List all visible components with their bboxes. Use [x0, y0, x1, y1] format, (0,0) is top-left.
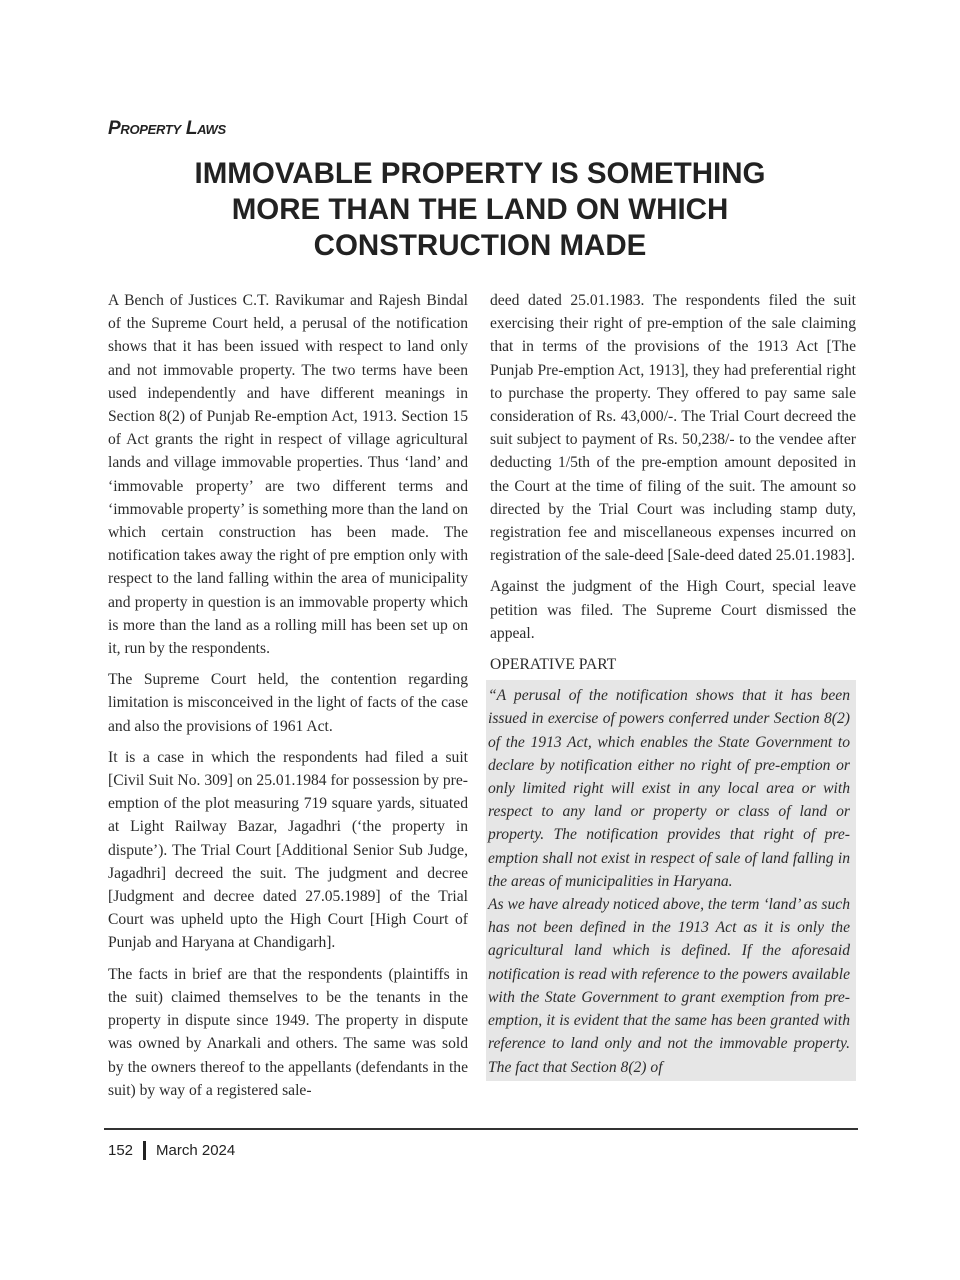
quote-paragraph: “A perusal of the notification shows that it has been issued in exercise of powers conferred under Section 8(2) of the 1913 Act, which enables the State Government to declare by notification either no right of pre-emption or only limited right will exist in any local area or with respect to any land or property or class of land or property. The notification provides that right of pre-emption shall not exist in respect of sale of land falling in the areas of municipalities in Haryana. [488, 687, 850, 890]
issue-date: March 2024 [156, 1142, 236, 1159]
body-paragraph: It is a case in which the respondents had filed a suit [Civil Suit No. 309] on 25.01.1984 for possession by pre-emption of the plot measuring 719 square yards, situated at Light Railway Bazar, Jagadhri (‘the property in dispute’). The Trial Court [Additional Senior Sub Judge, Jagadhri] decreed the suit. The judgment and decree [Judgment and decree dated 27.05.1989] of the Trial Court was upheld upto the High Court [High Court of Punjab and Haryana at Chandigarh]. [108, 748, 468, 952]
operative-part-heading: OPERATIVE PART [490, 656, 617, 674]
left-column [108, 289, 468, 1110]
judgment-quote [486, 680, 856, 1080]
body-paragraph: Against the judgment of the High Court, special leave petition was filed. The Supreme Court dismissed the appeal. [490, 578, 856, 642]
body-paragraph: deed dated 25.01.1983. The respondents filed the suit exercising their right of pre-emption of the sale claiming that in terms of the provisions of the 1913 Act [The Punjab Pre-emption Act, 1913], they had preferential right to purchase the property. They offered to pay same sale consideration of Rs. 43,000/-. The Trial Court decreed the suit subject to payment of Rs. 50,238/- to the vendee after deducting 1/5th of the pre-emption amount deposited in the Court at the time of filing of the suit. The amount so directed by the Trial Court was including stamp duty, registration fee and miscellaneous expenses incurred on registration of the sale-deed [Sale-deed dated 25.01.1983]. [490, 292, 856, 565]
quote-paragraph: As we have already noticed above, the term ‘land’ as such has not been defined in the 1913 Act as it is only the agricultural land which is defined. If the aforesaid notification is read with reference to the powers available with the State Government to grant exemption from pre-emption, it is evident that the same has been granted with reference to land only and not the immovable property. The fact that Section 8(2) of [488, 896, 850, 1076]
page-footer [108, 1141, 235, 1160]
body-paragraph: The Supreme Court held, the contention regarding limitation is misconceived in the light of facts of the case and also the provisions of 1961 Act. [108, 671, 468, 735]
article-headline [120, 156, 840, 264]
footer-rule [104, 1128, 858, 1130]
body-paragraph: The facts in brief are that the respondents (plaintiffs in the suit) claimed themselves to be the tenants in the property in dispute since 1949. The property in dispute was owned by Anarkali and others. The same was sold by the owners thereof to the appellants (defendants in the suit) by way of a registered sale- [108, 965, 468, 1099]
headline-line-3: CONSTRUCTION MADE [313, 229, 647, 262]
page-number: 152 [108, 1142, 134, 1159]
right-column [490, 289, 856, 1081]
footer-divider [143, 1141, 146, 1160]
section-label: Property Laws [108, 118, 226, 139]
body-paragraph: A Bench of Justices C.T. Ravikumar and Rajesh Bindal of the Supreme Court held, a perusal of the notification shows that it has been issued with respect to land only and not immovable property. The two terms have been used independently and have different meanings in Section 8(2) of Punjab Re-emption Act, 1913. Section 15 of Act grants the right in respect of village agricultural lands and village immovable properties. Thus ‘land’ and ‘immovable property’ are two different terms and ‘immovable property’ is something more than the land on which certain construction has been made. The notification takes away the right of pre emption only with respect to the land falling within the area of municipality and property in question is an immovable property which is more than the land as a rolling mill has been set up on it, run by the respondents. [108, 292, 468, 658]
headline-line-2: MORE THAN THE LAND ON WHICH [231, 193, 729, 226]
headline-line-1: IMMOVABLE PROPERTY IS SOMETHING [194, 157, 766, 190]
